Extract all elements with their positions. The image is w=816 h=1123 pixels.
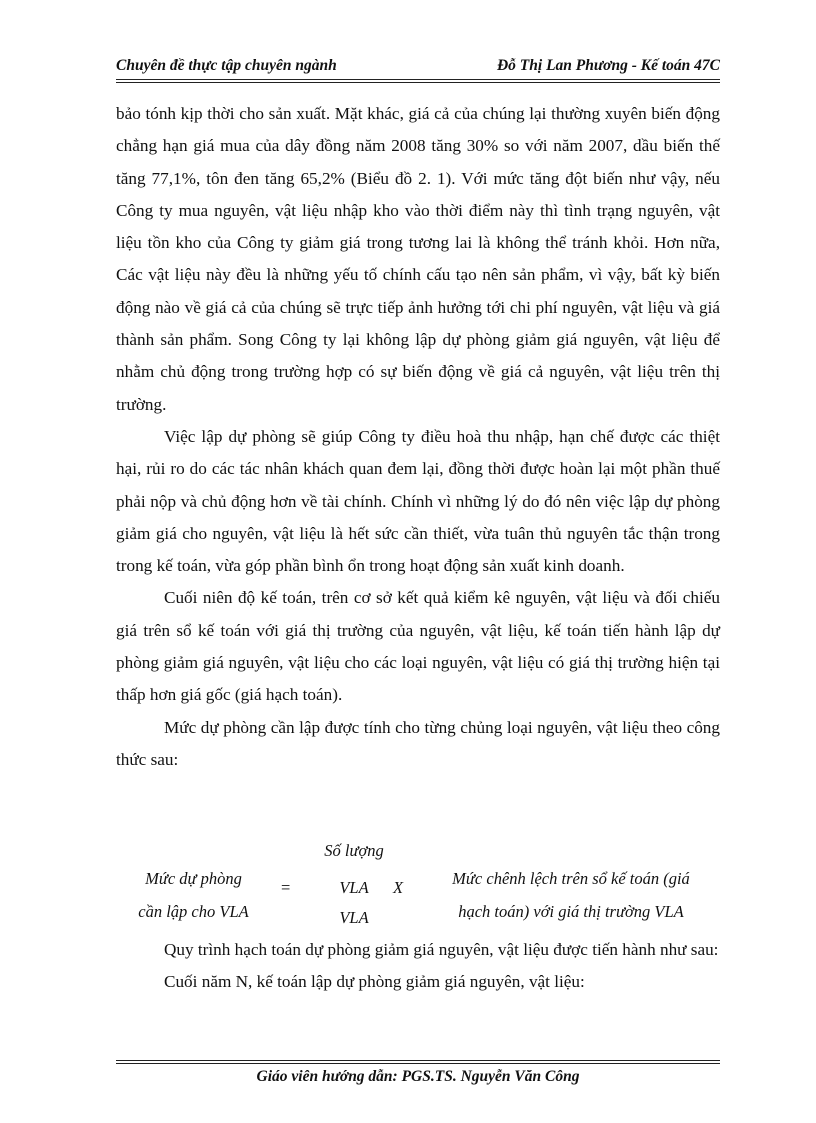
paragraph-6: Cuối năm N, kế toán lập dự phòng giảm giá nguyên, vật liệu: xyxy=(164,972,585,992)
paragraph-1: bảo tónh kịp thời cho sản xuất. Mặt khác, giá cả của chúng lại thường xuyên biến động chẳng hạn giá mua của dây đồng năm 2008 tăng 30% so với năm 2007, dầu biến thế tăng 77,1%, tôn đen tăng 65,2% (Biểu đồ 2. 1). Với mức tăng đột biến như vậy, nếu Công ty mua nguyên, vật liệu nhập kho vào thời điểm này thì tình trạng nguyên, vật liệu tồn kho của Công ty giảm giá trong tương lai là không thể tránh khỏi. Hơn nữa, Các vật liệu này đều là những yếu tố chính cấu tạo nên sản phẩm, vì vậy, bất kỳ biến động nào về giá cả của chúng sẽ trực tiếp ảnh hưởng tới chi phí nguyên, vật liệu và giá thành sản phẩm. Song Công ty lại không lập dự phòng giảm giá nguyên, vật liệu để nhằm chủ động trong trường hợp có sự biến động về giá cả nguyên, vật liệu trên thị trường. xyxy=(116,104,720,414)
formula-equals: = xyxy=(281,878,291,897)
paragraph-4: Mức dự phòng cần lập được tính cho từng chủng loại nguyên, vật liệu theo công thức sau: xyxy=(116,717,720,769)
formula-quantity-vla-2: VLA xyxy=(339,908,369,927)
formula-left-line2: cần lập cho VLA xyxy=(138,902,249,921)
body-text xyxy=(116,98,720,776)
page-header xyxy=(116,57,720,79)
body-text-after-formula xyxy=(116,934,720,999)
formula-quantity-vla: VLA xyxy=(339,878,369,897)
paragraph-2: Việc lập dự phòng sẽ giúp Công ty điều hoà thu nhập, hạn chế được các thiệt hại, rủi ro do các tác nhân khách quan đem lại, đồng thời được hoàn lại một phần thuế phải nộp và chủ động hơn về tài chính. Chính vì những lý do đó nên việc lập dự phòng giảm giá cho nguyên, vật liệu là hết sức cần thiết, vừa tuân thủ nguyên tắc thận trong trong kế toán, vừa góp phần bình ổn trong hoạt động sản xuất kinh doanh. xyxy=(116,426,720,576)
formula-right-line1: Mức chênh lệch trên sổ kế toán (giá xyxy=(452,869,690,888)
footer-rule xyxy=(116,1060,720,1061)
page-footer: Giáo viên hướng dẫn: PGS.TS. Nguyễn Văn Công xyxy=(256,1068,580,1085)
header-rule-thin xyxy=(116,82,720,83)
formula-left-side xyxy=(116,862,271,928)
formula-right-side xyxy=(422,862,720,928)
header-author: Đỗ Thị Lan Phương - Kế toán 47C xyxy=(496,57,720,74)
header-course-title: Chuyên đề thực tập chuyên ngành xyxy=(116,57,337,74)
formula-times: X xyxy=(393,878,404,897)
header-rule xyxy=(116,79,720,80)
paragraph-3: Cuối niên độ kế toán, trên cơ sở kết quả kiểm kê nguyên, vật liệu và đối chiếu giá trên sổ kế toán với giá thị trường của nguyên, vật liệu, kế toán tiến hành lập dự phòng giảm giá nguyên, vật liệu cho các loại nguyên, vật liệu có giá thị trường hiện tại thấp hơn giá gốc (giá hạch toán). xyxy=(116,588,720,705)
paragraph-5: Quy trình hạch toán dự phòng giảm giá nguyên, vật liệu được tiến hành như sau: xyxy=(164,940,719,959)
formula-right-line2: hạch toán) với giá thị trường VLA xyxy=(458,902,684,921)
formula-left-line1: Mức dự phòng xyxy=(145,869,242,888)
footer-rule-thin xyxy=(116,1063,720,1064)
provision-formula xyxy=(116,838,720,934)
formula-quantity-label: Số lượng xyxy=(324,841,384,860)
